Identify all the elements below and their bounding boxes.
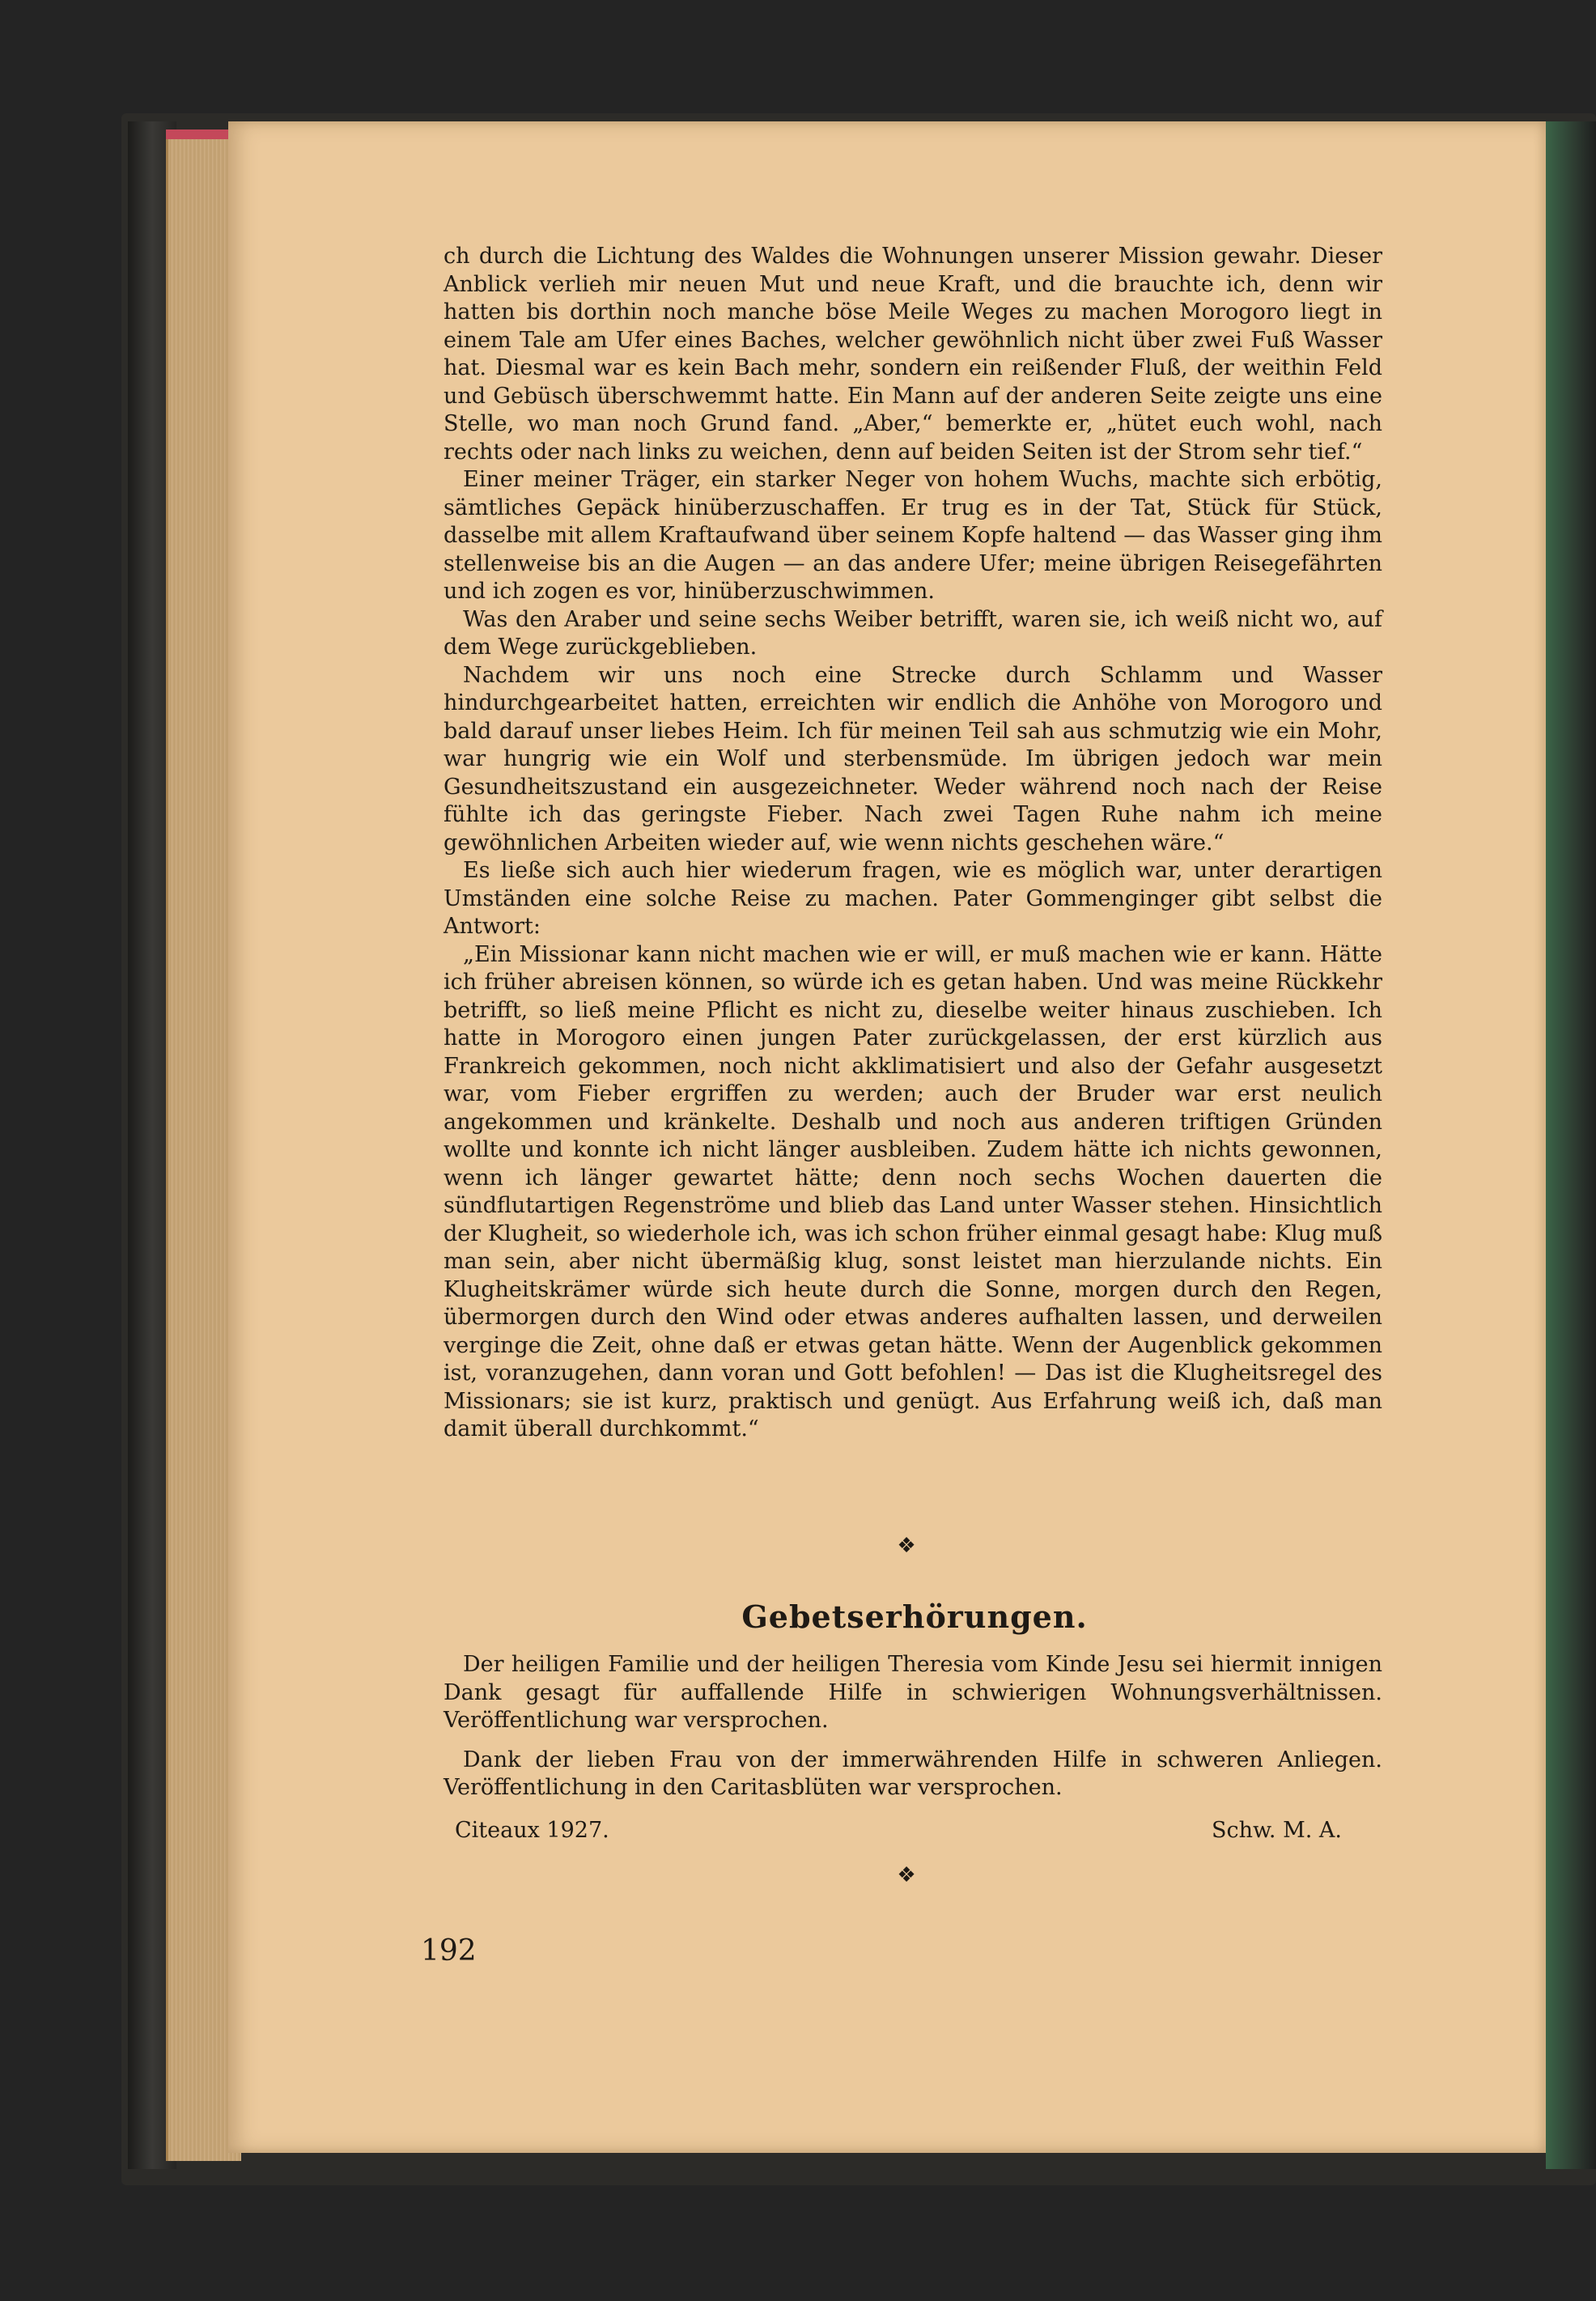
paragraph: Nachdem wir uns noch eine Strecke durch Schlamm und Wasser hindurchgearbeitet hatten, erreichten wir endlich die Anhöhe von Morogoro und bald darauf unser liebes Heim. Ich für meinen Teil sah aus schmutzig wie ein Mohr, war hungrig wie ein Wolf und sterbensmüde. Im übrigen jedoch war mein Gesundheitszustand ein ausgezeichneter. Weder während noch nach der Reise fühlte ich das geringste Fieber. Nach zwei Tagen Ruhe nahm ich meine gewöhnlichen Arbeiten wieder auf, wie wenn nichts geschehen wäre.“ xyxy=(444,662,1382,855)
paragraph: „Ein Missionar kann nicht machen wie er will, er muß machen wie er kann. Hätte ich früher abreisen können, so würde ich es getan haben. Und was meine Rückkehr betrifft, so ließ meine Pflicht es nicht zu, dieselbe weiter hinaus zuschieben. Ich hatte in Morogoro einen jungen Pater zurückgelassen, der erst kürzlich aus Frankreich gekommen, noch nicht akklimatisiert und also der Gefahr ausgesetzt war, vom Fieber ergriffen zu werden; auch der Bruder war erst neulich angekommen und kränkelte. Deshalb und noch aus anderen triftigen Gründen wollte und konnte ich nicht länger ausbleiben. Zudem hätte ich nichts gewonnen, wenn ich länger gewartet hätte; denn noch sechs Wochen dauerten die sündflutartigen Regenströme und blieb das Land unter Wasser stehen. Hinsichtlich der Klugheit, so wiederhole ich, was ich schon früher einmal gesagt habe: Klug muß man sein, aber nicht übermäßig klug, sonst leistet man hierzulande nichts. Ein Klugheitskrämer würde sich heute durch die Sonne, morgen durch den Regen, übermorgen durch den Wind oder etwas anderes aufhalten lassen, und derweilen verginge die Zeit, ohne daß er etwas getan hätte. Wenn der Augenblick gekommen ist, voranzugehen, dann voran und Gott befohlen! — Das ist die Klugheitsregel des Missionars; sie ist kurz, praktisch und genügt. Aus Erfahrung weiß ich, daß man damit überall durchkommt.“ xyxy=(444,941,1382,1441)
section-heading: Gebetserhörungen. xyxy=(741,1598,1088,1635)
signature-row xyxy=(444,1818,1342,1843)
page-number: 192 xyxy=(421,1934,477,1968)
paragraph: Einer meiner Träger, ein starker Neger von hohem Wuchs, machte sich erbötig, sämtliches Gepäck hinüberzuschaffen. Er trug es in der Tat, Stück für Stück, dasselbe mit allem Kraftaufwand über seinem Kopfe haltend — das Wasser ging ihm stellenweise bis an die Augen — an das andere Ufer; meine übrigen Reisegefährten und ich zogen es vor, hinüberzuschwimmen. xyxy=(444,467,1382,604)
signature-initials: Schw. M. A. xyxy=(1212,1818,1342,1843)
right-cover xyxy=(1546,121,1596,2169)
prayer-text xyxy=(444,1651,1382,1814)
paragraph: Der heiligen Familie und der heiligen Theresia vom Kinde Jesu sei hiermit innigen Dank gesagt für auffallende Hilfe in schwierigen Wohnungsverhältnissen. Veröffentlichung war versprochen. xyxy=(444,1652,1382,1733)
place-date: Citeaux 1927. xyxy=(455,1818,609,1843)
ornament-icon: ❖ xyxy=(897,1863,916,1887)
paragraph: Was den Araber und seine sechs Weiber betrifft, waren sie, ich weiß nicht wo, auf dem Wege zurückgeblieben. xyxy=(444,606,1382,660)
body-text xyxy=(444,243,1382,1444)
paragraph: ch durch die Lichtung des Waldes die Wohnungen unserer Mission gewahr. Dieser Anblick verlieh mir neuen Mut und neue Kraft, und die brauchte ich, denn wir hatten bis dorthin noch manche böse Meile Weges zu machen Morogoro liegt in einem Tale am Ufer eines Baches, welcher gewöhnlich nicht über zwei Fuß Wasser hat. Diesmal war es kein Bach mehr, sondern ein reißender Fluß, der weithin Feld und Gebüsch überschwemmt hatte. Ein Mann auf der anderen Seite zeigte uns eine Stelle, wo man noch Grund fand. „Aber,“ bemerkte er, „hütet euch wohl, nach rechts oder nach links zu weichen, denn auf beiden Seiten ist der Strom sehr tief.“ xyxy=(444,244,1382,465)
paragraph: Es ließe sich auch hier wiederum fragen, wie es möglich war, unter derartigen Umständen eine solche Reise zu machen. Pater Gommenginger gibt selbst die Antwort: xyxy=(444,858,1382,939)
ornament-icon: ❖ xyxy=(897,1534,916,1558)
paragraph: Dank der lieben Frau von der immerwährenden Hilfe in schweren Anliegen. Veröffentlichung in den Caritasblüten war versprochen. xyxy=(444,1747,1382,1800)
